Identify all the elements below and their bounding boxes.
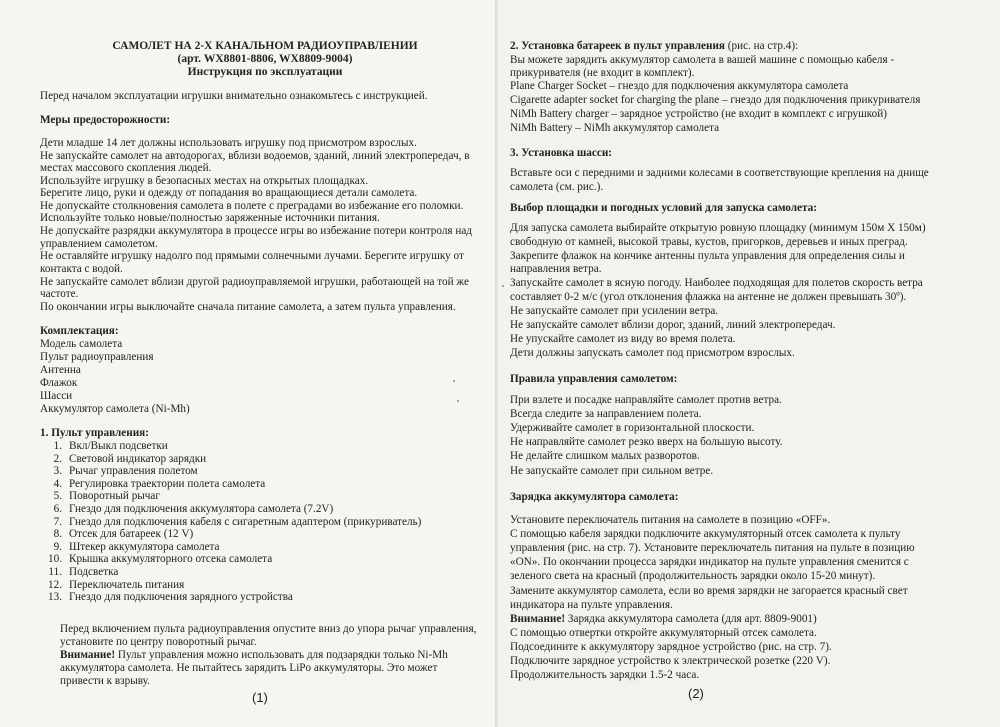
item-number: 6. — [53, 502, 62, 515]
remote-part-item — [46, 465, 421, 478]
final-line: Продолжительность зарядки 1.5-2 часа. — [510, 669, 700, 681]
site-line: Не упускайте самолет из виду во время полета. — [510, 333, 736, 345]
item-text: Регулировка траектории полета самолета — [69, 477, 266, 490]
site-line: Запускайте самолет в ясную погоду. Наиболее подходящая для полетов скорость ветра — [510, 277, 923, 289]
charging-line: индикатора на пульте управления. — [510, 599, 673, 611]
remote-part-item — [46, 579, 421, 592]
remote-note-line: Перед включением пульта радиоуправления опустите вниз до упора рычаг управления, — [60, 623, 477, 635]
charging-line: управления (рис. на стр. 7). Установите переключатель питания на пульте в позицию — [510, 542, 915, 554]
rules-line: Всегда следите за направлением полета. — [510, 408, 702, 420]
precaution-line: Не оставляйте игрушку надолго под прямыми солнечными лучами. Берегите игрушку от — [40, 250, 464, 262]
remote-part-item — [46, 553, 421, 566]
site-line: направления ветра. — [510, 263, 602, 275]
site-line: свободную от камней, высокой травы, кустов, пригорков, деревьев и иных преград. — [510, 236, 908, 248]
item-text: Крышка аккумуляторного отсека самолета — [69, 553, 273, 566]
item-text: Рычаг управления полетом — [69, 465, 198, 478]
remote-part-item — [46, 490, 421, 503]
page-number: (1) — [252, 690, 268, 705]
precaution-line: Не допускайте разрядки аккумулятора в процессе игры во избежание потери контроля над — [40, 225, 472, 237]
chassis-heading: 3. Установка шасси: — [510, 147, 612, 159]
item-text: Отсек для батареек (12 V) — [69, 528, 194, 541]
right-page — [498, 0, 1000, 727]
contents-item: Модель самолета — [40, 338, 123, 350]
warning-line: Внимание! Зарядка аккумулятора самолета (для арт. 8809-9001) — [510, 613, 817, 625]
instruction-subtitle: Инструкция по эксплуатации — [187, 66, 343, 78]
page-number: (2) — [688, 686, 704, 701]
intro-text: Перед началом эксплуатации игрушки внимательно ознакомьтесь с инструкцией. — [40, 90, 428, 102]
rules-line: Удерживайте самолет в горизонтальной плоскости. — [510, 422, 755, 434]
remote-note-line: установите по центру поворотный рычаг. — [60, 636, 257, 648]
battery-line: Вы можете зарядить аккумулятор самолета в вашей машине с помощью кабеля - — [510, 54, 895, 66]
item-number: 1. — [53, 440, 62, 452]
precaution-line: Не запускайте самолет на автодорогах, вблизи водоемов, зданий, линий электропередач, в — [40, 150, 470, 162]
battery-line: NiMh Battery charger – зарядное устройство (не входит в комплект с игрушкой) — [510, 108, 887, 120]
precaution-line: Не запускайте самолет вблизи другой радиоуправляемой игрушки, работающей на той же — [40, 276, 469, 288]
rules-line: При взлете и посадке направляйте самолет против ветра. — [510, 394, 782, 406]
battery-line: Cigarette adapter socket for charging the plane – гнездо для подключения прикуривателя — [510, 94, 921, 106]
charging-line: зеленого света на красный (продолжительность зарядки около 15-20 минут). — [510, 570, 876, 582]
remote-heading: 1. Пульт управления: — [40, 427, 149, 439]
item-number: 2. — [53, 452, 62, 465]
warning-line: аккумулятора самолета. Не пытайтесь зарядить LiPo аккумуляторы. Это может — [60, 662, 438, 674]
charging-line: Замените аккумулятор самолета, если во время зарядки не загорается красный свет — [510, 585, 908, 597]
battery-line: прикуривателя (не входит в комплект). — [510, 67, 695, 79]
warning-line: привести к взрыву. — [60, 675, 150, 687]
item-number: 11. — [48, 565, 62, 578]
remote-part-item — [46, 516, 421, 529]
precaution-line: управлением самолетом. — [40, 238, 158, 250]
item-number: 7. — [53, 515, 62, 528]
contents-item: Аккумулятор самолета (Ni-Mh) — [40, 403, 190, 415]
contents-item: Шасси — [40, 390, 73, 402]
item-text: Поворотный рычаг — [69, 490, 160, 503]
item-text: Штекер аккумулятора самолета — [69, 540, 220, 553]
item-number: 9. — [53, 540, 62, 553]
precaution-line: Берегите лицо, руки и одежду от попадания во вращающиеся детали самолета. — [40, 187, 418, 199]
precaution-line: Используйте только новые/полностью заряженные источники питания. — [40, 212, 380, 224]
contents-item: Флажок — [40, 377, 78, 389]
chassis-line: самолета (см. рис.). — [510, 181, 604, 193]
item-text: Переключатель питания — [69, 578, 185, 591]
item-number: 13. — [48, 591, 62, 604]
document-title: САМОЛЕТ НА 2-Х КАНАЛЬНОМ РАДИОУПРАВЛЕНИИ — [112, 40, 418, 52]
item-number: 10. — [48, 553, 62, 566]
charging-heading: Зарядка аккумулятора самолета: — [510, 491, 679, 503]
battery-heading: 2. Установка батареек в пульт управления (рис. на стр.4): — [510, 40, 799, 52]
charging-line: «ON». По окончании процесса зарядки индикатор на пульте управления сменится с — [510, 556, 909, 568]
precautions-heading: Меры предосторожности: — [40, 114, 171, 126]
remote-part-item — [46, 440, 421, 453]
remote-part-item — [46, 541, 421, 554]
item-text: Подсветка — [69, 565, 119, 578]
precaution-line: частоте. — [40, 288, 79, 300]
precaution-line: местах массового скопления людей. — [40, 162, 212, 174]
precaution-line: По окончании игры выключайте сначала питание самолета, а затем пульта управления. — [40, 301, 456, 313]
site-line: Закрепите флажок на кончике антенны пульта управления для определения силы и — [510, 250, 905, 262]
site-heading: Выбор площадки и погодных условий для запуска самолета: — [510, 202, 817, 214]
remote-part-item — [46, 503, 421, 516]
warning-label: Внимание! — [510, 613, 566, 625]
item-number: 3. — [53, 465, 62, 478]
remote-part-item — [46, 528, 421, 541]
rules-line: Не делайте слишком малых разворотов. — [510, 450, 700, 462]
battery-line: NiMh Battery – NiMh аккумулятор самолета — [510, 122, 720, 134]
item-number: 4. — [53, 477, 62, 490]
contents-item: Пульт радиоуправления — [40, 351, 154, 363]
item-number: 5. — [53, 490, 62, 503]
charging-line: С помощью кабеля зарядки подключите аккумуляторный отсек самолета к пульту — [510, 528, 901, 540]
final-line: Подсоедините к аккумулятору зарядное устройство (рис. на стр. 7). — [510, 641, 832, 653]
final-line: Подключите зарядное устройство к электрической розетке (220 V). — [510, 655, 831, 667]
left-page — [0, 0, 496, 727]
battery-line: Plane Charger Socket – гнездо для подключения аккумулятора самолета — [510, 80, 849, 92]
warning-line: Внимание! Пульт управления можно использовать для подзарядки только Ni-Mh — [60, 649, 448, 661]
rules-heading: Правила управления самолетом: — [510, 373, 678, 385]
charging-line: Установите переключатель питания на самолете в позицию «OFF». — [510, 514, 831, 526]
item-number: 8. — [53, 528, 62, 541]
contents-heading: Комплектация: — [40, 325, 119, 337]
remote-part-item — [46, 591, 421, 604]
item-text: Световой индикатор зарядки — [69, 452, 207, 465]
item-number: 12. — [48, 578, 62, 591]
site-line: составляет 0-2 м/с (угол отклонения флажка на антенне не должен превышать 30º). — [510, 291, 907, 303]
precaution-line: Используйте игрушку в безопасных местах на открытых площадках. — [40, 175, 369, 187]
remote-part-item — [46, 453, 421, 466]
precaution-line: Дети младше 14 лет должны использовать игрушку под присмотром взрослых. — [40, 137, 417, 149]
remote-parts-list — [46, 440, 421, 604]
rules-line: Не запускайте самолет при сильном ветре. — [510, 465, 714, 477]
remote-part-item — [46, 566, 421, 579]
precaution-line: контакта с водой. — [40, 263, 123, 275]
contents-item: Антенна — [40, 364, 81, 376]
remote-part-item — [46, 478, 421, 491]
final-line: С помощью отвертки откройте аккумуляторный отсек самолета. — [510, 627, 817, 639]
article-numbers: (арт. WX8801-8806, WX8809-9004) — [177, 53, 353, 65]
site-line: Не запускайте самолет вблизи дорог, зданий, линий электропередач. — [510, 319, 836, 331]
site-line: Дети должны запускать самолет под присмотром взрослых. — [510, 347, 795, 359]
item-text: Гнездо для подключения кабеля с сигаретным адаптером (прикуриватель) — [69, 515, 422, 528]
warning-label: Внимание! — [60, 649, 116, 661]
rules-line: Не направляйте самолет резко вверх на большую высоту. — [510, 436, 783, 448]
site-line: Не запускайте самолет при усилении ветра. — [510, 305, 719, 317]
chassis-line: Вставьте оси с передними и задними колесами в соответствующие крепления на днище — [510, 167, 929, 179]
item-text: Гнездо для подключения зарядного устройства — [69, 591, 293, 604]
precaution-line: Не допускайте столкновения самолета в полете с преградами во избежание его поломки. — [40, 200, 464, 212]
item-text: Вкл/Выкл подсветки — [69, 440, 168, 452]
item-text: Гнездо для подключения аккумулятора самолета (7.2V) — [69, 502, 334, 515]
site-line: Для запуска самолета выбирайте открытую ровную площадку (минимум 150м Х 150м) — [510, 222, 926, 234]
